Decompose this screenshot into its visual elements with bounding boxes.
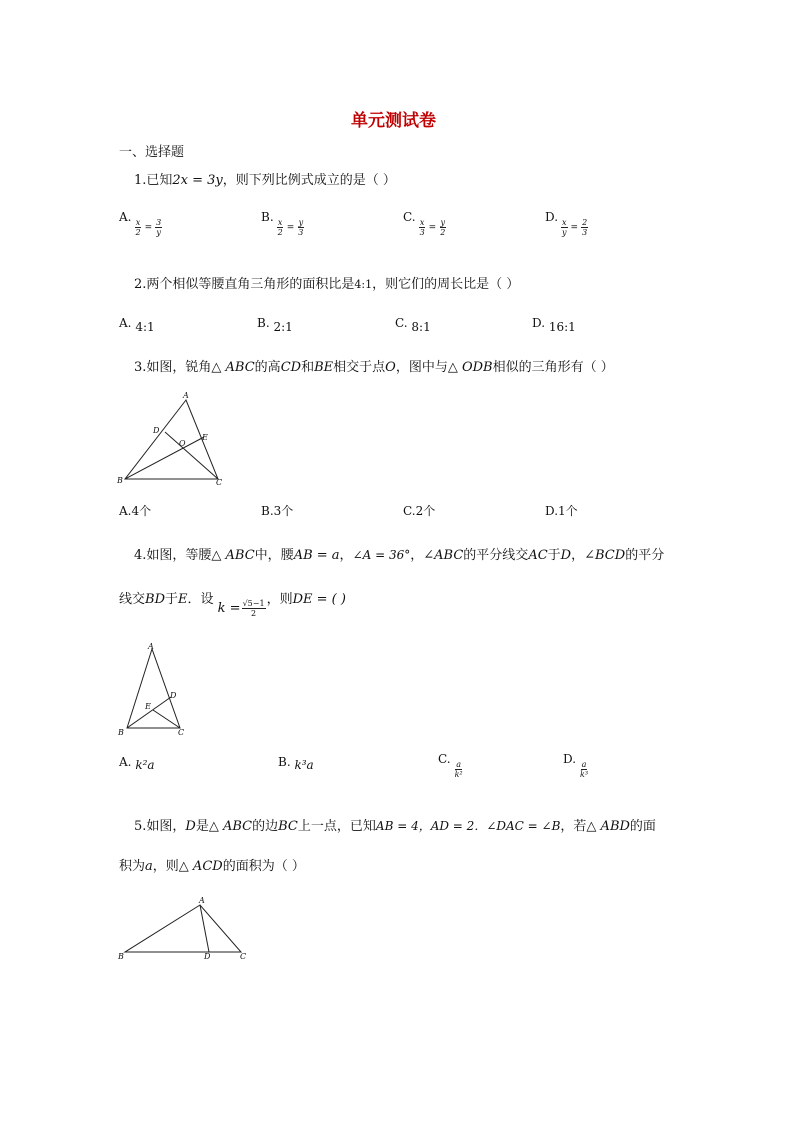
segment-ad xyxy=(200,905,209,952)
triangle-abc xyxy=(127,649,180,728)
q3-text: 3.如图，锐角 xyxy=(134,360,212,375)
q5-triangle-figure xyxy=(113,893,258,968)
frac-numerator: y xyxy=(440,218,446,227)
q4-text: 中，腰 xyxy=(254,548,294,563)
label-d: D xyxy=(153,426,160,435)
option-label: B. xyxy=(278,755,291,769)
frac-numerator: a xyxy=(456,760,461,769)
q1-option-c[interactable]: C. $\frac{x}{3}$ = $\frac{y}{2}$ xyxy=(403,210,446,237)
option-unit: 个 xyxy=(423,504,436,518)
label-o: O xyxy=(179,439,186,448)
q5-text: 的边 xyxy=(252,819,279,834)
q5-text: 是 xyxy=(195,819,209,834)
frac-numerator: x xyxy=(135,218,141,227)
frac-denominator: 2 xyxy=(251,609,257,618)
frac-numerator: √5−1 xyxy=(242,599,265,608)
label-a: A xyxy=(148,642,154,651)
question-5-stem-line-1 xyxy=(134,815,656,834)
q5-text: 上一点，已知 xyxy=(297,819,376,834)
q3-text: ，图中与 xyxy=(395,360,448,375)
frac-numerator: 3 xyxy=(156,218,162,227)
altitude-be xyxy=(125,437,204,479)
label-d: D xyxy=(204,952,211,961)
frac-denominator: y xyxy=(156,228,161,237)
q2-prefix: 2.两个相似等腰直角三角形的面积比是 xyxy=(134,277,355,292)
option-number: 4 xyxy=(131,504,140,518)
frac-denominator: k³ xyxy=(580,770,589,779)
question-2-stem xyxy=(134,273,519,292)
q4-text: 的平分线交 xyxy=(463,548,529,563)
q4-text: ， xyxy=(571,548,585,563)
q4-text: 4.如图，等腰 xyxy=(134,548,212,563)
q3-option-d[interactable] xyxy=(545,502,578,519)
q2-suffix: ，则它们的周长比是（ ） xyxy=(372,277,520,292)
q1-prefix: 1.已知 xyxy=(134,173,173,188)
frac-denominator: 2 xyxy=(440,228,446,237)
q1-equation: 2x = 3y xyxy=(172,173,223,188)
bisector-ce xyxy=(153,710,180,728)
frac-denominator: 3 xyxy=(298,228,304,237)
option-label: C. xyxy=(403,210,416,224)
q4-option-a[interactable] xyxy=(119,755,155,772)
frac-denominator: 3 xyxy=(419,228,425,237)
frac-numerator: x xyxy=(562,218,567,227)
q4-text: ， xyxy=(410,548,424,563)
option-label: D. xyxy=(563,752,577,766)
q5-text: ，若 xyxy=(560,819,587,834)
question-4-stem-line-1 xyxy=(134,544,664,563)
q4-k-symbol: k = xyxy=(217,601,241,616)
q3-math: △ ODB xyxy=(447,360,493,375)
q3-text: 相似的三角形有（ ） xyxy=(492,360,614,375)
q4-option-b[interactable] xyxy=(278,755,314,772)
q5-math: △ ACD xyxy=(178,859,223,874)
label-d: D xyxy=(170,691,177,700)
label-e: E xyxy=(202,433,208,442)
question-4-stem-line-2 xyxy=(119,588,346,618)
option-label: D. xyxy=(532,316,546,330)
option-number: 3 xyxy=(273,504,282,518)
option-unit: 个 xyxy=(281,504,294,518)
q1-option-d[interactable]: D. $\frac{x}{y}$ = $\frac{2}{3}$ xyxy=(545,210,588,237)
q4-text: ．设 xyxy=(187,592,214,607)
q3-text: 和 xyxy=(301,360,315,375)
q4-option-c[interactable] xyxy=(438,752,465,779)
triangle-abc xyxy=(125,905,241,952)
q4-math: DE = ( ) xyxy=(292,592,346,607)
q4-text: 的平分 xyxy=(625,548,665,563)
option-value: 2:1 xyxy=(273,320,293,334)
q4-math: ∠ABC xyxy=(423,548,464,563)
q5-text: 的面积为（ ） xyxy=(222,859,305,874)
q4-math: AC xyxy=(528,548,548,563)
q1-option-a[interactable]: A. $\frac{x}{2}$ = $\frac{3}{y}$ xyxy=(119,210,162,237)
q1-suffix: ，则下列比例式成立的是（ ） xyxy=(222,173,396,188)
q3-math: CD xyxy=(280,360,302,375)
option-expression: k³a xyxy=(294,758,314,772)
option-label: C. xyxy=(403,504,416,518)
option-label: B. xyxy=(261,504,274,518)
page-title: 单元测试卷 xyxy=(351,111,436,131)
q2-option-d[interactable] xyxy=(532,316,576,334)
q5-text: 积为 xyxy=(119,859,146,874)
q3-triangle-figure xyxy=(115,390,235,490)
q4-option-d[interactable] xyxy=(563,752,590,779)
option-unit: 个 xyxy=(139,504,152,518)
option-label: D. xyxy=(545,504,559,518)
option-label: C. xyxy=(438,752,451,766)
q4-math: D xyxy=(560,548,572,563)
label-a: A xyxy=(183,391,189,400)
q4-math: ∠BCD xyxy=(584,548,626,563)
q5-math: △ ABD xyxy=(586,819,630,834)
q4-text: 于 xyxy=(547,548,561,563)
label-a: A xyxy=(199,896,205,905)
question-3-stem xyxy=(134,356,614,375)
option-value: 4:1 xyxy=(135,320,155,334)
frac-denominator: 2 xyxy=(135,228,141,237)
q2-option-b[interactable] xyxy=(257,316,293,334)
q4-text: ， xyxy=(339,548,353,563)
option-label: D. xyxy=(545,210,559,224)
question-1-stem xyxy=(134,169,396,188)
q4-math: BD xyxy=(145,592,165,607)
q1-option-b[interactable]: B. $\frac{x}{2}$ = $\frac{y}{3}$ xyxy=(261,210,304,237)
frac-numerator: 2 xyxy=(582,218,588,227)
frac-numerator: x xyxy=(277,218,283,227)
q3-option-b[interactable] xyxy=(261,502,293,519)
q3-option-c[interactable] xyxy=(403,502,435,519)
option-value: 16:1 xyxy=(548,320,576,334)
q5-math: △ ABC xyxy=(208,819,253,834)
q3-option-a[interactable] xyxy=(119,502,151,519)
q4-math: ∠A = 36° xyxy=(352,548,411,562)
option-label: A. xyxy=(119,316,132,330)
q4-triangle-figure xyxy=(113,640,193,740)
label-c: C xyxy=(178,728,185,737)
q5-math: D xyxy=(185,819,196,834)
q4-math: AB = a xyxy=(293,548,340,563)
frac-numerator: a xyxy=(581,760,587,769)
option-label: A. xyxy=(119,755,132,769)
q5-text: ，则 xyxy=(152,859,179,874)
altitude-cd xyxy=(165,432,218,479)
q3-text: 相交于点 xyxy=(333,360,386,375)
label-c: C xyxy=(216,478,223,487)
q5-math: a xyxy=(145,859,153,874)
frac-denominator: y xyxy=(562,228,567,237)
q4-text: 线交 xyxy=(119,592,146,607)
label-c: C xyxy=(240,952,247,961)
frac-numerator: x xyxy=(419,218,425,227)
frac-denominator: k² xyxy=(454,770,463,779)
q3-text: 的高 xyxy=(254,360,281,375)
option-value: 8:1 xyxy=(411,320,431,334)
q4-text: ，则 xyxy=(266,592,293,607)
section-heading: 一、选择题 xyxy=(119,145,185,160)
q3-math: BE xyxy=(314,360,334,375)
label-b: B xyxy=(117,476,123,485)
option-label: A. xyxy=(119,504,132,518)
option-label: B. xyxy=(257,316,270,330)
q3-math: O xyxy=(385,360,396,375)
frac-denominator: 3 xyxy=(582,228,588,237)
question-5-stem-line-2 xyxy=(119,855,305,874)
frac-denominator: 2 xyxy=(277,228,283,237)
label-b: B xyxy=(118,728,124,737)
option-label: A. xyxy=(119,210,132,224)
q5-text: 5.如图， xyxy=(134,819,186,834)
option-expression: k²a xyxy=(135,758,155,772)
q2-option-c[interactable] xyxy=(395,316,431,334)
label-b: B xyxy=(118,952,124,961)
option-number: 2 xyxy=(415,504,424,518)
option-label: B. xyxy=(261,210,274,224)
q4-text: 于 xyxy=(165,592,179,607)
q5-math: AB = 4，AD = 2．∠DAC = ∠B xyxy=(375,819,561,833)
q5-math: BC xyxy=(278,819,298,834)
q2-option-a[interactable] xyxy=(119,316,155,334)
q5-text: 的面 xyxy=(629,819,656,834)
frac-numerator: y xyxy=(298,218,304,227)
q4-math: △ ABC xyxy=(211,548,255,563)
option-number: 1 xyxy=(558,504,566,518)
q3-math: △ ABC xyxy=(211,360,255,375)
q4-math: E xyxy=(178,592,188,607)
label-e: E xyxy=(145,702,151,711)
q2-ratio: 4:1 xyxy=(354,278,373,291)
option-unit: 个 xyxy=(565,504,578,518)
option-label: C. xyxy=(395,316,408,330)
